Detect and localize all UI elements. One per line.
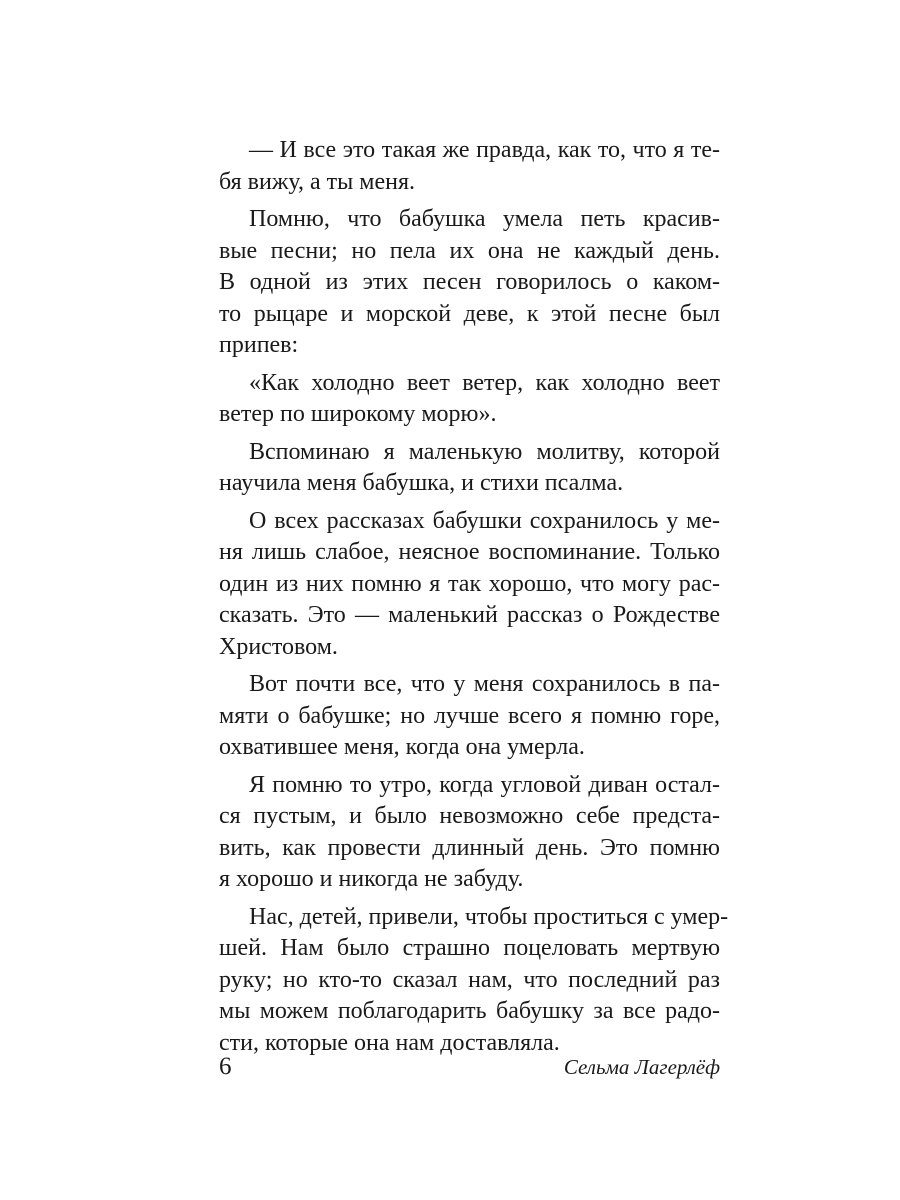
text-line: я хорошо и никогда не забуду.	[219, 866, 524, 892]
text-line: сти, которые она нам доставляла.	[219, 1029, 560, 1056]
text-line: Помню, что бабушка умела петь красив-	[249, 206, 720, 232]
text-line: Вспоминаю я маленькую молитву, которой	[249, 438, 720, 465]
body-text	[219, 135, 729, 1059]
text-line: ня лишь слабое, неясное воспоминание. Только	[219, 539, 720, 565]
text-line: «Как холодно веет ветер, как холодно веет	[249, 369, 720, 396]
text-line: вые песни; но пела их она не каждый день.	[219, 237, 720, 264]
text-line: Нас, детей, привели, чтобы проститься с умер-	[249, 903, 729, 930]
text-line: вить, как провести длинный день. Это помню	[219, 834, 720, 861]
text-line: сказать. Это — маленький рассказ о Рождестве	[219, 602, 720, 628]
text-line: Вот почти все, что у меня сохранилось в па-	[249, 671, 720, 697]
text-line: ся пустым, и было невозможно себе предста-	[219, 803, 720, 829]
text-line: — И все это такая же правда, как то, что я те-	[249, 137, 720, 163]
text-line: Христовом.	[219, 633, 338, 660]
text-line: мяти о бабушке; но лучше всего я помню горе,	[219, 702, 720, 729]
text-line: О всех рассказах бабушки сохранилось у ме-	[249, 507, 720, 534]
text-line: Я помню то утро, когда угловой диван остал-	[249, 771, 720, 798]
text-line: бя вижу, а ты меня.	[219, 168, 415, 195]
page-number: 6	[219, 1053, 232, 1080]
page-footer	[219, 1049, 720, 1085]
text-line: то рыцаре и морской деве, к этой песне был	[219, 300, 720, 327]
text-line: один из них помню я так хорошо, что могу рас-	[219, 570, 720, 597]
text-line: ветер по широкому морю».	[219, 401, 497, 427]
text-line: мы можем поблагодарить бабушку за все радо-	[219, 998, 720, 1024]
text-line: припев:	[219, 332, 299, 358]
text-line: В одной из этих песен говорилось о каком-	[219, 269, 720, 295]
text-line: охватившее меня, когда она умерла.	[219, 734, 585, 760]
text-line: шей. Нам было страшно поцеловать мертвую	[219, 935, 720, 961]
text-line: руку; но кто-то сказал нам, что последний раз	[219, 966, 720, 993]
text-line: научила меня бабушка, и стихи псалма.	[219, 470, 624, 496]
running-footer-author: Сельма Лагерлёф	[563, 1055, 720, 1079]
